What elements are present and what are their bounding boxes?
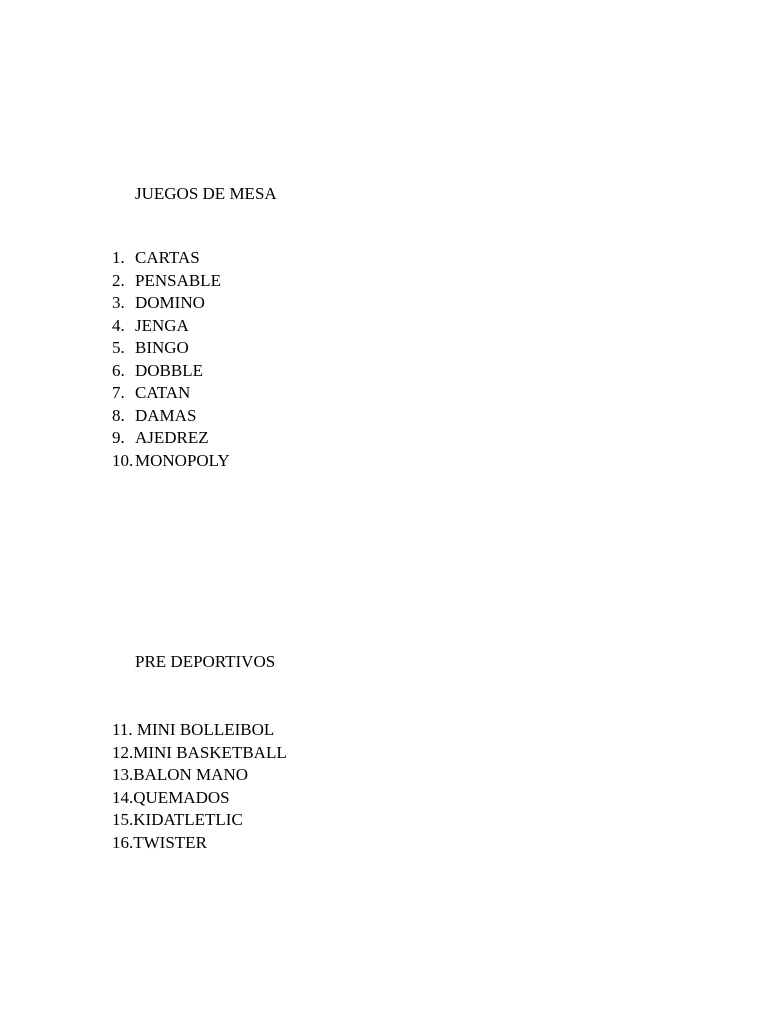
list-item [112,427,230,450]
list-item-number: 5. [112,338,125,357]
list-item-text: JENGA [135,315,189,335]
list-item-number: 6. [112,360,125,380]
list-item-number: 15. [112,810,134,829]
list-item [112,450,230,473]
list-item [112,787,287,810]
list-item-number: 3. [112,293,125,312]
list-item-number: 12. [112,742,134,762]
list-item [112,270,230,293]
list-item-text: DAMAS [135,405,197,425]
list-item-number: 8. [112,405,125,425]
section-heading-pre-deportivos: PRE DEPORTIVOS [135,652,276,671]
list-item [112,360,230,383]
list-item-text: MONOPOLY [135,450,230,470]
list-item-number: 14. [112,787,134,807]
list-item-text: MINI BOLLEIBOL [132,720,275,739]
list-item [112,405,230,428]
list-item-text: DOMINO [135,293,205,312]
list-item [112,832,287,855]
list-item [112,315,230,338]
list-item-number: 16. [112,832,134,852]
list-item-text: AJEDREZ [135,428,209,447]
list-item-text: KIDATLETLIC [133,810,243,829]
list-item-text: CARTAS [135,248,200,267]
list-item [112,337,230,360]
list-item-text: BINGO [135,338,189,357]
list-item-number: 13. [112,765,134,784]
list-item-number: 9. [112,428,125,447]
list-item-number: 11. [112,720,133,739]
juegos-de-mesa-list [112,247,230,472]
list-item-number: 2. [112,270,125,290]
list-item [112,719,287,742]
list-item [112,247,230,270]
list-item-text: DOBBLE [135,360,203,380]
list-item-number: 4. [112,315,125,335]
list-item-number: 10. [112,450,134,470]
list-item-text: QUEMADOS [133,787,230,807]
list-item [112,809,287,832]
list-item-text: BALON MANO [133,765,248,784]
pre-deportivos-list [112,719,287,854]
list-item-number: 7. [112,383,125,402]
list-item-text: MINI BASKETBALL [133,742,287,762]
section-heading-juegos-de-mesa: JUEGOS DE MESA [135,184,277,203]
list-item [112,764,287,787]
list-item-text: CATAN [135,383,191,402]
list-item-number: 1. [112,248,125,267]
list-item [112,292,230,315]
list-item [112,382,230,405]
list-item [112,742,287,765]
list-item-text: TWISTER [133,832,207,852]
list-item-text: PENSABLE [135,270,221,290]
